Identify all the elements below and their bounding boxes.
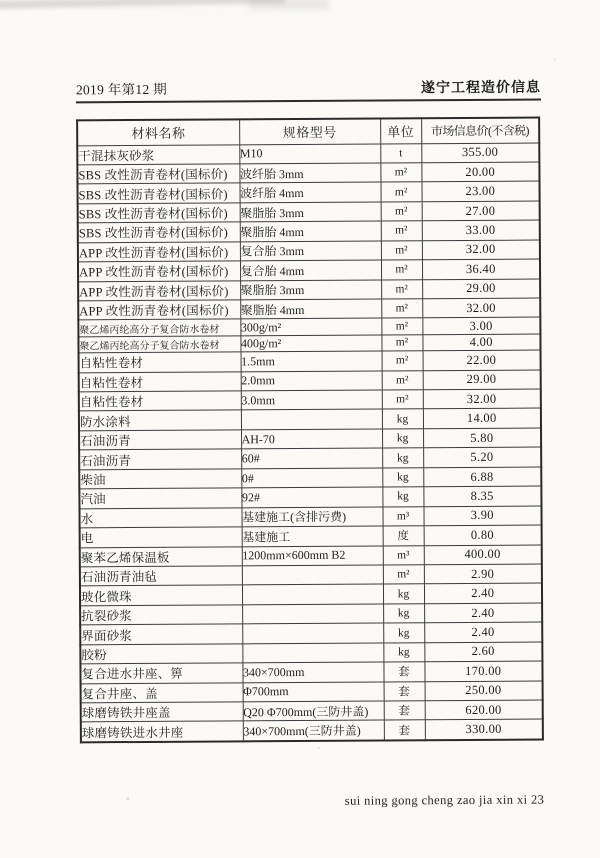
page-header [76,76,541,100]
price-cell: 32.00 [422,240,540,260]
unit-cell: m² [381,182,422,202]
material-name-cell: 干混抹灰砂浆 [77,144,239,164]
price-cell: 620.00 [425,700,543,720]
unit-cell: kg [382,468,423,488]
table-body [77,143,543,743]
material-name-cell: 电 [80,527,242,547]
scan-smudge [0,0,285,9]
material-name-cell: 柴油 [79,469,241,489]
column-header-material: 材料名称 [77,119,239,145]
material-name-cell: SBS 改性沥青卷材(国标价) [78,203,240,223]
unit-cell: m² [381,221,422,241]
spec-cell: Q20 Φ700mm(三防井盖) [243,701,384,721]
price-cell: 33.00 [422,220,540,240]
spec-cell: 340×700mm [242,662,383,682]
material-name-cell: 自粘性卷材 [79,371,241,391]
header-row [77,118,539,146]
material-name-cell: APP 改性沥青卷材(国标价) [78,242,240,262]
scan-speck [126,797,129,800]
material-name-cell: APP 改性沥青卷材(国标价) [78,300,240,320]
price-cell: 330.00 [425,719,543,740]
material-name-cell: 界面砂浆 [80,624,242,644]
spec-cell: 340×700mm(三防井盖) [243,720,384,741]
material-name-cell: SBS 改性沥青卷材(国标价) [78,222,240,242]
price-cell: 22.00 [423,350,541,370]
unit-cell: 度 [383,526,424,546]
scan-speck [317,747,320,749]
unit-cell: m² [381,299,422,319]
material-name-cell: APP 改性沥青卷材(国标价) [78,261,240,281]
material-name-cell: 石油沥青 [79,449,241,469]
price-cell: 3.90 [423,506,541,526]
unit-cell: t [380,143,421,163]
material-name-cell: 自粘性卷材 [79,391,241,411]
material-name-cell: 复合进水井座、箅 [80,663,242,683]
material-name-cell: 水 [79,508,241,528]
spec-cell: M10 [239,144,380,164]
unit-cell: 套 [384,681,425,701]
price-cell: 6.88 [423,467,541,487]
scan-speck [554,58,556,60]
header-rule [76,99,541,104]
price-cell: 14.00 [423,408,541,428]
price-cell: 400.00 [424,545,542,565]
material-name-cell: 聚乙烯丙纶高分子复合防水卷材 [78,336,240,353]
price-cell: 4.00 [422,334,540,351]
unit-cell: 套 [383,662,424,682]
price-cell: 5.80 [423,428,541,448]
unit-cell: kg [383,623,424,643]
unit-cell: kg [383,604,424,624]
material-name-cell: APP 改性沥青卷材(国标价) [78,280,240,300]
price-table [76,117,544,744]
price-cell: 20.00 [421,162,539,182]
unit-cell: kg [382,409,423,429]
table-header [77,118,539,146]
spec-cell: Φ700mm [243,682,384,702]
unit-cell: 套 [384,701,425,721]
price-cell: 5.20 [423,447,541,467]
spec-cell [242,643,383,663]
spec-cell: 400g/m² [240,335,381,352]
price-cell: 2.40 [424,603,542,623]
unit-cell: m² [381,240,422,260]
price-cell: 32.00 [422,298,540,318]
price-cell: 2.60 [424,642,542,662]
spec-cell: 基建施工 [242,526,383,546]
unit-cell: m² [382,370,423,390]
unit-cell: m² [382,351,423,371]
material-name-cell: 聚苯乙烯保温板 [80,546,242,566]
spec-cell [242,623,383,643]
price-cell: 170.00 [424,661,542,681]
unit-cell: 套 [384,720,425,740]
material-name-cell: SBS 改性沥青卷材(国标价) [78,183,240,203]
spec-cell: 聚脂胎 4mm [240,299,381,319]
spec-cell: 聚脂胎 3mm [240,202,381,222]
unit-cell: m² [381,318,422,335]
spec-cell: 聚脂胎 4mm [240,221,381,241]
table-row [81,719,543,742]
spec-cell [242,565,383,585]
spec-cell: 92# [241,487,382,507]
spec-cell [242,584,383,604]
unit-cell: kg [383,642,424,662]
spec-cell: 复合胎 3mm [240,241,381,261]
material-name-cell: 石油沥青 [79,430,241,450]
material-name-cell: 防水涂料 [79,410,241,430]
unit-cell: m² [383,565,424,585]
spec-cell: 300g/m² [240,318,381,335]
spec-cell [241,409,382,429]
material-name-cell: 自粘性卷材 [79,352,241,372]
spec-cell: 波纤胎 3mm [239,163,380,183]
material-name-cell: 胶粉 [80,644,242,664]
material-name-cell: 抗裂砂浆 [80,605,242,625]
spec-cell: 3.0mm [241,390,382,410]
spec-cell: 2.0mm [241,371,382,391]
unit-cell: m³ [383,545,424,565]
unit-cell: kg [383,584,424,604]
price-cell: 250.00 [425,681,543,701]
material-name-cell: 石油沥青油毡 [80,566,242,586]
column-header-spec: 规格型号 [239,119,380,145]
unit-cell: kg [382,448,423,468]
price-cell: 2.40 [424,583,542,603]
price-cell: 27.00 [422,201,540,221]
spec-cell: 聚脂胎 3mm [240,280,381,300]
scan-smudge [249,0,329,10]
spec-cell: AH-70 [241,429,382,449]
material-name-cell: 聚乙烯丙纶高分子复合防水卷材 [78,319,240,336]
page-footer: sui ning gong cheng zao jia xin xi 23 [344,792,545,808]
price-cell: 3.00 [422,317,540,334]
material-name-cell: 球磨铸铁进水井座 [81,721,243,742]
spec-cell: 1.5mm [241,351,382,371]
unit-cell: m² [382,390,423,410]
price-cell: 355.00 [421,143,539,163]
spec-cell: 60# [241,448,382,468]
spec-cell: 基建施工(含排污费) [241,507,382,527]
spec-cell [242,604,383,624]
material-name-cell: 球磨铸铁井座盖 [81,702,243,722]
unit-cell: m² [381,279,422,299]
unit-cell: m² [380,163,421,183]
spec-cell: 波纤胎 4mm [240,182,381,202]
price-cell: 2.40 [424,622,542,642]
price-cell: 23.00 [422,181,540,201]
material-name-cell: 玻化微珠 [80,585,242,605]
column-header-unit: 单位 [380,118,421,143]
material-name-cell: 复合井座、盖 [81,682,243,702]
unit-cell: m² [381,260,422,280]
unit-cell: kg [382,429,423,449]
material-name-cell: 汽油 [79,488,241,508]
unit-cell: kg [382,487,423,507]
price-cell: 29.00 [423,370,541,390]
price-cell: 2.90 [424,564,542,584]
price-cell: 0.80 [424,525,542,545]
column-header-price: 市场信息价(不含税) [421,118,539,144]
unit-cell: m² [381,202,422,222]
unit-cell: m³ [382,506,423,526]
spec-cell: 0# [241,468,382,488]
material-name-cell: SBS 改性沥青卷材(国标价) [77,164,239,184]
price-cell: 32.00 [423,389,541,409]
price-cell: 29.00 [422,279,540,299]
price-cell: 8.35 [423,486,541,506]
publication-title: 遂宁工程造价信息 [420,80,541,97]
price-cell: 36.40 [422,259,540,279]
issue-label: 2019 年第12 期 [75,81,168,98]
spec-cell: 复合胎 4mm [240,260,381,280]
unit-cell: m² [381,335,422,352]
spec-cell: 1200mm×600mm B2 [242,546,383,566]
